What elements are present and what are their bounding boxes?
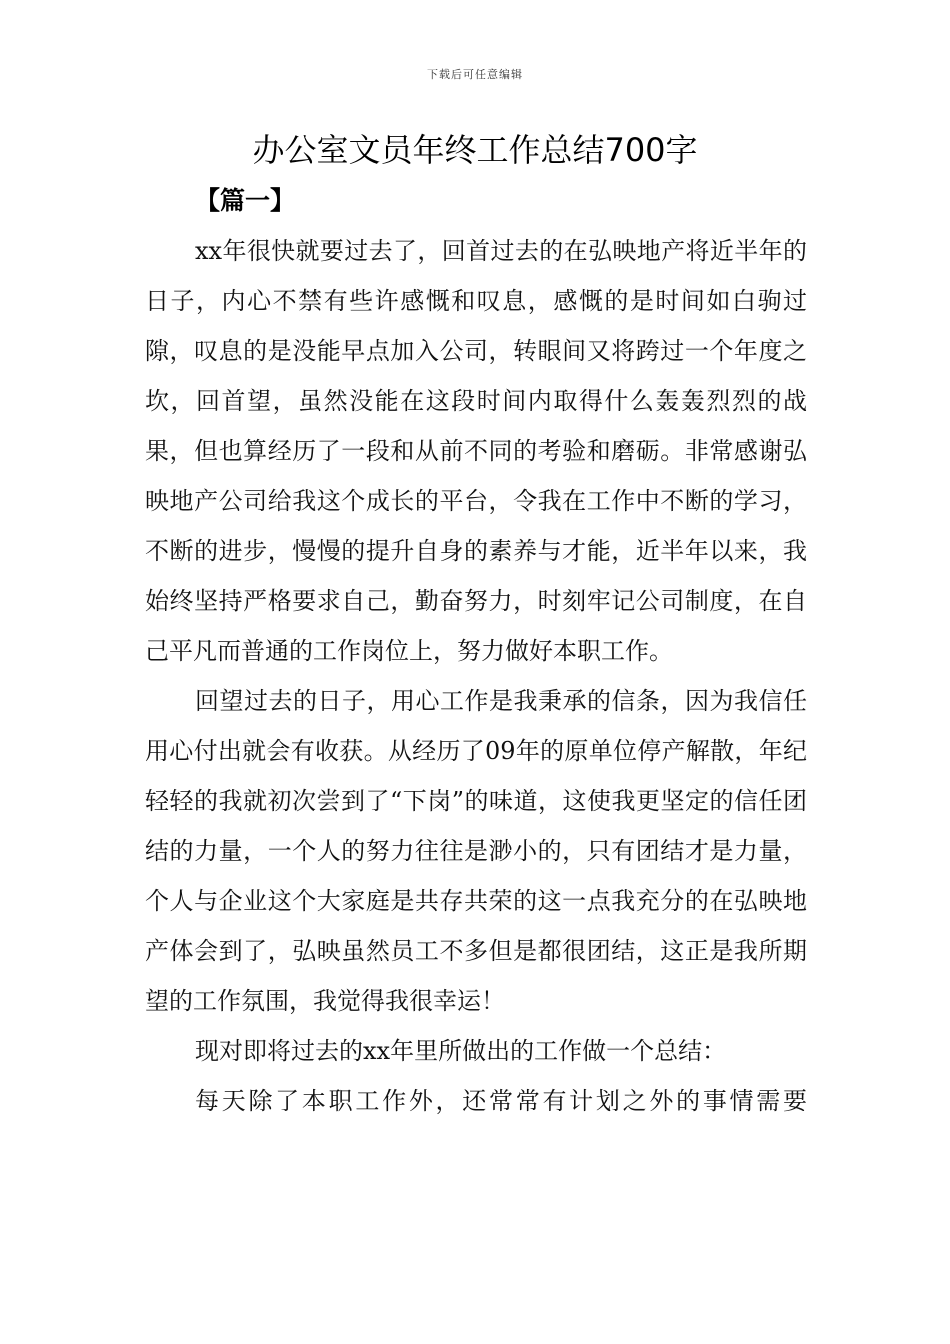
header-note: 下载后可任意编辑 [427, 68, 523, 81]
paragraph-1: xx年很快就要过去了，回首过去的在弘映地产将近半年的日子，内心不禁有些许感慨和叹息，感慨的是时间如白驹过隙，叹息的是没能早点加入公司，转眼间又将跨过一个年度之坎，回首望，虽然没能在这段时间内取得什么轰轰烈烈的战果，但也算经历了一段和从前不同的考验和磨砺。非常感谢弘映地产公司给我这个成长的平台，令我在工作中不断的学习，不断的进步，慢慢的提升自身的素养与才能，近半年以来，我始终坚持严格要求自己，勤奋努力，时刻牢记公司制度，在自己平凡而普通的工作岗位上，努力做好本职工作。 [145, 237, 807, 665]
paragraph-2: 回望过去的日子，用心工作是我秉承的信条，因为我信任用心付出就会有收获。从经历了09年的原单位停产解散，年纪轻轻的我就初次尝到了“下岗”的味道，这使我更坚定的信任团结的力量，一个人的努力往往是渺小的，只有团结才是力量，个人与企业这个大家庭是共存共荣的这一点我充分的在弘映地产体会到了，弘映虽然员工不多但是都很团结，这正是我所期望的工作氛围，我觉得我很幸运！ [145, 687, 807, 1015]
section-label: 【篇一】 [195, 186, 296, 215]
paragraph-3: 现对即将过去的xx年里所做出的工作做一个总结： [195, 1037, 727, 1065]
document-body [145, 226, 807, 1126]
paragraph-4: 每天除了本职工作外，还常常有计划之外的事情需要 [195, 1087, 807, 1115]
document-title: 办公室文员年终工作总结700字 [252, 131, 698, 169]
